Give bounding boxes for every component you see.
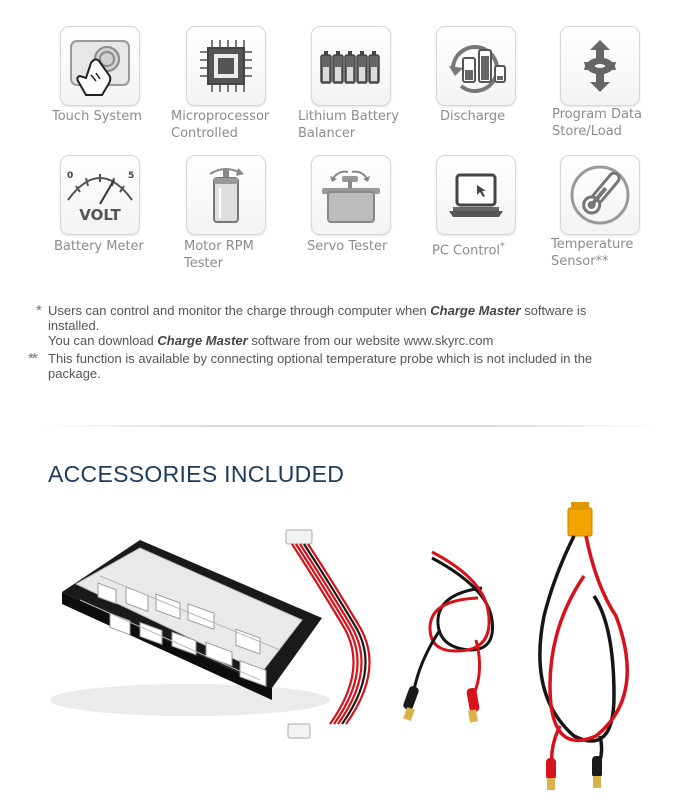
program-data-tile <box>560 26 640 106</box>
footnote-text: installed. <box>48 318 100 333</box>
footnote-text: You can download <box>48 333 158 348</box>
label-line: Balancer <box>298 126 356 141</box>
label-line: Sensor** <box>551 254 609 269</box>
motor-rpm-icon <box>196 160 256 230</box>
label-line: Store/Load <box>552 124 622 139</box>
footnote-pc-control <box>36 303 586 348</box>
footnote-temperature <box>28 351 592 381</box>
footnote-star: ** <box>28 350 36 367</box>
feature-label-servo-tester: Servo Tester <box>307 239 388 254</box>
footnote-mark: * <box>500 241 506 252</box>
feature-label-battery-balancer <box>298 108 399 142</box>
brand-name: Charge Master <box>157 333 248 348</box>
feature-label-pc-control <box>432 238 505 259</box>
meter-min-label: 0 <box>67 171 74 181</box>
battery-balancer-tile <box>311 26 391 106</box>
meter-volt-label: VOLT <box>79 206 121 224</box>
motor-rpm-tile <box>186 155 266 235</box>
footnote-text: package. <box>48 366 101 381</box>
footnote-text: Users can control and monitor the charge through computer when <box>48 303 431 318</box>
xt60-charge-lead <box>540 502 627 790</box>
meter-max-label: 5 <box>128 171 135 181</box>
servo-tester-tile <box>311 155 391 235</box>
label-line: Temperature <box>551 237 634 252</box>
servo-tester-icon <box>318 162 384 228</box>
feature-label-microprocessor <box>171 108 269 142</box>
microprocessor-tile <box>186 26 266 106</box>
feature-label-temperature-sensor <box>551 236 633 270</box>
accessories-illustration <box>40 500 660 796</box>
label-line: Microprocessor <box>171 109 270 124</box>
program-data-icon <box>575 36 625 96</box>
volt-meter-icon <box>62 162 138 228</box>
feature-label-discharge: Discharge <box>440 109 506 124</box>
microprocessor-chip-icon <box>196 36 256 96</box>
label-line: Motor RPM <box>184 239 254 254</box>
label-line: Controlled <box>171 126 238 141</box>
feature-label-program-data <box>552 106 642 140</box>
feature-label-touch-system: Touch System <box>52 109 142 124</box>
label-text: PC Control <box>432 243 501 259</box>
laptop-icon <box>443 165 509 225</box>
feature-label-battery-meter: Battery Meter <box>54 239 144 254</box>
pc-control-tile <box>436 155 516 235</box>
label-line: Program Data <box>552 107 643 122</box>
touch-screen-icon <box>67 33 133 99</box>
label-line: Tester <box>184 256 223 271</box>
discharge-tile <box>436 26 516 106</box>
thermometer-icon <box>567 162 633 228</box>
battery-meter-tile <box>60 155 140 235</box>
battery-balancer-icon <box>318 41 384 91</box>
section-divider <box>40 425 660 427</box>
brand-name: Charge Master <box>430 303 521 318</box>
footnote-text: This function is available by connecting optional temperature probe which is not included in the <box>48 351 593 366</box>
temperature-sensor-tile <box>560 155 640 235</box>
label-line: Lithium Battery <box>298 109 399 124</box>
balance-board <box>50 540 330 716</box>
banana-plug-lead <box>402 552 492 723</box>
footnote-star: * <box>36 302 42 319</box>
touch-system-tile <box>60 26 140 106</box>
discharge-icon <box>443 36 509 96</box>
accessories-heading: ACCESSORIES INCLUDED <box>48 461 345 487</box>
footnote-text: software from our website www.skyrc.com <box>247 333 494 348</box>
footnote-text: software is <box>520 303 587 318</box>
feature-label-motor-rpm <box>184 238 254 272</box>
